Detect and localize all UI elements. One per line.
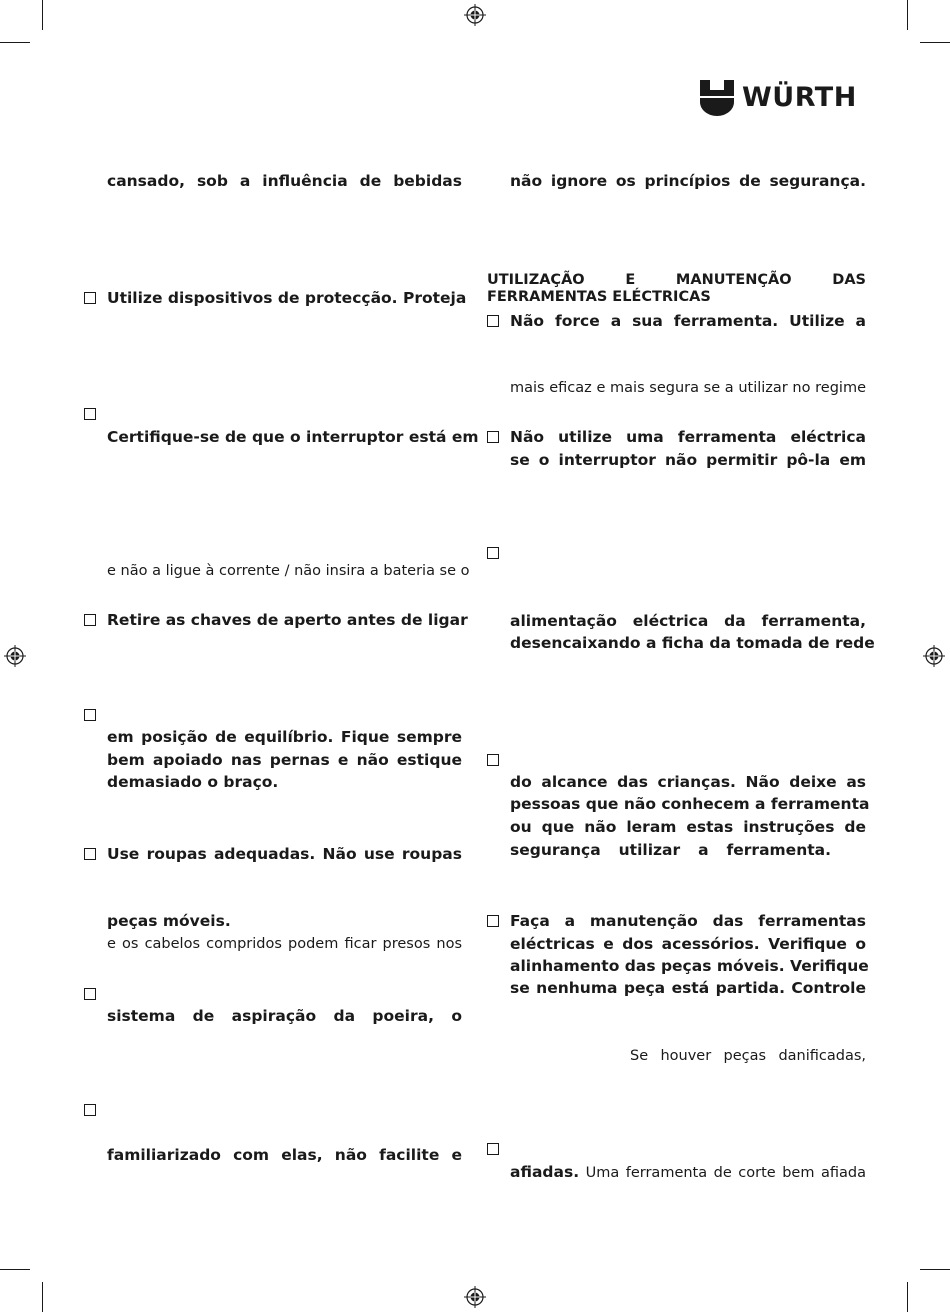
crop-mark-bottom-left-h [0, 1269, 30, 1270]
left-text-line: Retire as chaves de aperto antes de ligar [107, 611, 468, 629]
left-text-line: cansado, sob a influência de bebidas [107, 172, 462, 190]
left-text-line: demasiado o braço. [107, 773, 279, 791]
left-text-line: familiarizado com elas, não facilite e [107, 1146, 462, 1164]
section-heading: UTILIZAÇÃO E MANUTENÇÃO DAS [487, 272, 866, 288]
left-text-line: Use roupas adequadas. Não use roupas [107, 845, 462, 863]
checkbox-empty-icon [487, 315, 499, 327]
right-text-line: Não utilize uma ferramenta eléctrica [510, 428, 866, 446]
crop-mark-top-right-v [907, 0, 908, 30]
checkbox-empty-icon [84, 614, 96, 626]
right-text-line: segurança utilizar a ferramenta. [510, 841, 831, 859]
right-text-line: eléctricas e dos acessórios. Verifique o [510, 935, 866, 953]
crop-mark-bottom-left-v [42, 1282, 43, 1312]
right-text-line: Não force a sua ferramenta. Utilize a [510, 312, 866, 330]
wurth-logo [700, 80, 857, 116]
checkbox-empty-icon [487, 547, 499, 559]
left-text-line: e os cabelos compridos podem ficar presos nos [107, 936, 462, 952]
left-text-line: e não a ligue à corrente / não insira a bateria se o [107, 563, 470, 579]
checkbox-empty-icon [487, 1143, 499, 1155]
right-text-line: alinhamento das peças móveis. Verifique [510, 957, 869, 975]
checkbox-empty-icon [487, 754, 499, 766]
crop-mark-top-left-v [42, 0, 43, 30]
right-text-line: mais eficaz e mais segura se a utilizar no regime [510, 380, 866, 396]
crop-mark-top-left-h [0, 42, 30, 43]
right-text-line: desencaixando a ficha da tomada de rede [510, 634, 875, 652]
right-text-line: se o interruptor não permitir pô-la em [510, 451, 866, 469]
right-text-line: do alcance das crianças. Não deixe as [510, 773, 866, 791]
right-text-line: alimentação eléctrica da ferramenta, [510, 612, 866, 630]
checkbox-empty-icon [487, 915, 499, 927]
left-text-line: peças móveis. [107, 912, 231, 930]
left-text-line: bem apoiado nas pernas e não estique [107, 751, 462, 769]
right-text-line: Faça a manutenção das ferramentas [510, 912, 866, 930]
right-text-line: pessoas que não conhecem a ferramenta [510, 795, 870, 813]
checkbox-empty-icon [84, 292, 96, 304]
registration-target-icon [4, 645, 26, 667]
bold-lead-text: afiadas. [510, 1163, 580, 1181]
right-text-line: se nenhuma peça está partida. Controle [510, 979, 866, 997]
crop-mark-bottom-right-h [920, 1269, 950, 1270]
crop-mark-top-right-h [920, 42, 950, 43]
right-text-line: não ignore os princípios de segurança. [510, 172, 866, 190]
checkbox-empty-icon [84, 848, 96, 860]
left-text-line: Utilize dispositivos de protecção. Proteja [107, 289, 467, 307]
right-text-line: Se houver peças danificadas, [630, 1048, 866, 1064]
registration-target-icon [464, 4, 486, 26]
checkbox-empty-icon [84, 709, 96, 721]
left-text-line: Certifique-se de que o interruptor está em [107, 428, 479, 446]
checkbox-empty-icon [84, 988, 96, 1000]
checkbox-empty-icon [487, 431, 499, 443]
crop-mark-bottom-right-v [907, 1282, 908, 1312]
normal-text: Uma ferramenta de corte bem afiada [579, 1165, 866, 1181]
right-text-line [510, 1161, 866, 1184]
registration-target-icon [923, 645, 945, 667]
brand-name: WÜRTH [742, 82, 857, 113]
wurth-logo-icon [700, 80, 734, 116]
checkbox-empty-icon [84, 1104, 96, 1116]
section-heading: FERRAMENTAS ELÉCTRICAS [487, 289, 711, 305]
left-text-line: em posição de equilíbrio. Fique sempre [107, 728, 462, 746]
registration-target-icon [464, 1286, 486, 1308]
checkbox-empty-icon [84, 408, 96, 420]
left-text-line: sistema de aspiração da poeira, o [107, 1007, 462, 1025]
right-text-line: ou que não leram estas instruções de [510, 818, 866, 836]
